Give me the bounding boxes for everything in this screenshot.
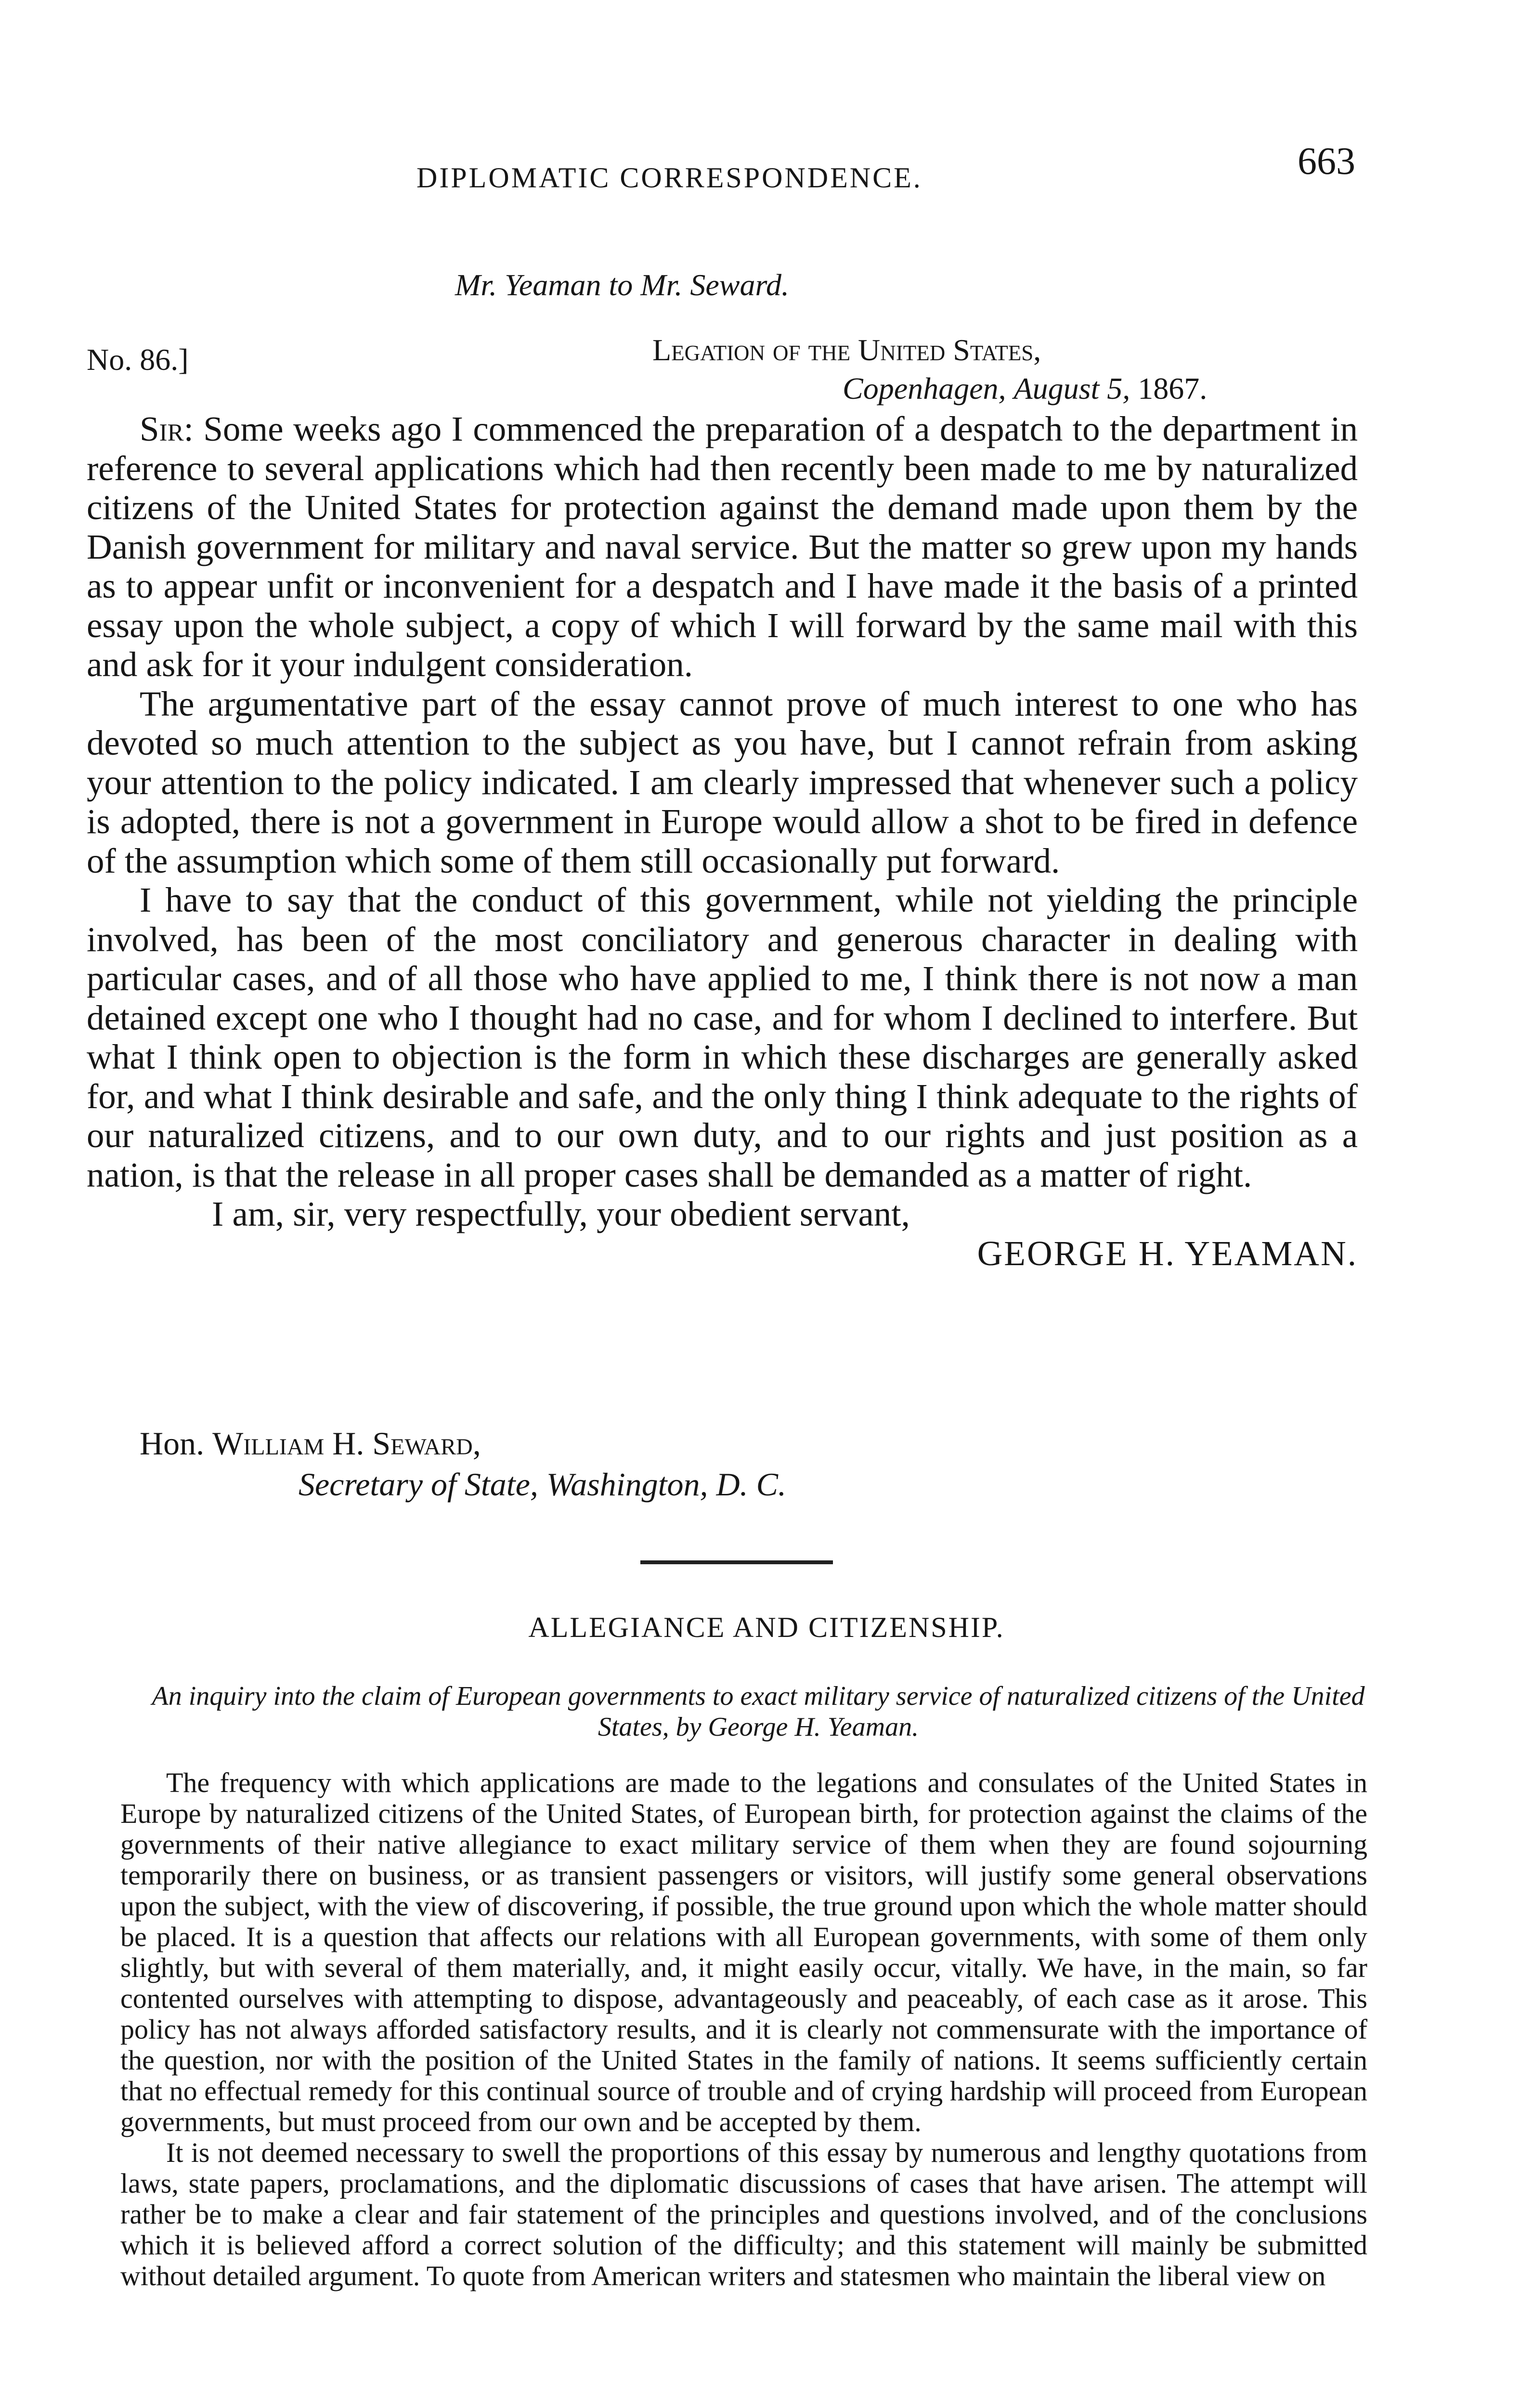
addressee-prefix: Hon. — [140, 1425, 205, 1462]
letter-body — [87, 409, 1358, 1273]
running-header: DIPLOMATIC CORRESPONDENCE. — [416, 162, 922, 194]
place-date-line — [843, 371, 1207, 406]
letter-paragraph: The argumentative part of the essay cannot prove of much interest to one who has devoted so much attention to the subject as you have, but I cannot refrain from asking your attention to the policy indicated. I am clearly impressed that whenever such a policy is adopted, there is not a government in Europe would allow a shot to be fired in defence of the assumption which some of them still occasionally put forward. — [87, 684, 1358, 880]
legation-line: Legation of the United States, — [652, 333, 1041, 367]
letter-salutation: Mr. Yeaman to Mr. Seward. — [455, 268, 789, 302]
essay-paragraph: It is not deemed necessary to swell the proportions of this essay by numerous and lengthy quotations from laws, state papers, proclamations, and the diplomatic discussions of cases that have arisen. The attempt will rather be to make a clear and fair statement of the principles and questions involved, and of the conclusions which it is believed afford a correct solution of the difficulty; and this statement will mainly be submitted without detailed argument. To quote from American writers and statesmen who maintain the liberal view on — [120, 2137, 1367, 2291]
letter-paragraph-text: Some weeks ago I commenced the preparation of a despatch to the department in reference to several applications which had then recently been made to me by naturalized citizens of the United States for protection against the demand made upon them by the Danish government for military and naval service. But the matter so grew upon my hands as to appear unfit or inconvenient for a despatch and I have made it the basis of a printed essay upon the whole subject, a copy of which I will forward by the same mail with this and ask for it your indulgent consideration. — [87, 409, 1358, 684]
letter-date: August 5, — [1013, 371, 1130, 406]
essay-paragraph: The frequency with which applications are made to the legations and consulates of the United States in Europe by naturalized citizens of the United States, of European birth, for protection against the claims of the governments of their native allegiance to exact military service of them when they are found sojourning temporarily there on business, or as transient passengers or visitors, will justify some general observations upon the subject, with the view of discovering, if possible, the true ground upon which the whole matter should be placed. It is a question that affects our relations with all European governments, with some of them only slightly, but with several of them materially, and, it might easily occur, vitally. We have, in the main, so far contented ourselves with attempting to dispose, advantageously and peaceably, of each case as it arose. This policy has not always afforded satisfactory results, and it is clearly not commensurate with the importance of the question, nor with the position of the United States in the family of nations. It seems sufficiently certain that no effectual remedy for this continual source of trouble and of crying hardship will proceed from European governments, but must proceed from our own and be accepted by them. — [120, 1767, 1367, 2137]
addressee-location: Washington, D. C. — [546, 1466, 787, 1503]
letter-paragraph — [87, 409, 1358, 684]
page-number: 663 — [1298, 140, 1355, 183]
essay-body — [120, 1767, 1367, 2291]
despatch-number: No. 86.] — [87, 342, 189, 377]
essay-title: ALLEGIANCE AND CITIZENSHIP. — [528, 1611, 1005, 1643]
place-name: Copenhagen, — [843, 371, 1006, 406]
essay-subtitle: An inquiry into the claim of European governments to exact military service of naturalized citizens of the United States, by George H. Yeaman. — [152, 1681, 1365, 1742]
addressee-name: William H. Seward, — [212, 1425, 481, 1462]
letter-paragraph: I have to say that the conduct of this government, while not yielding the principle involved, has been of the most conciliatory and generous character in dealing with particular cases, and of all those who have applied to me, I think there is not now a man detained except one who I thought had no case, and for whom I declined to interfere. But what I think open to objection is the form in which these discharges are generally asked for, and what I think desirable and safe, and the only thing I think adequate to the rights of our naturalized citizens, and to our own duty, and to our rights and just position as a nation, is that the release in all proper cases shall be demanded as a matter of right. — [87, 880, 1358, 1194]
section-divider — [640, 1560, 833, 1564]
addressee-title-line — [140, 1464, 786, 1505]
addressee-name-line — [140, 1423, 786, 1464]
addressee-title: Secretary of State, — [299, 1466, 538, 1503]
letter-year: 1867. — [1138, 371, 1208, 406]
addressee-block — [140, 1423, 786, 1505]
closing-line: I am, sir, very respectfully, your obedient servant, — [212, 1194, 910, 1233]
opening-word: Sir: — [140, 409, 194, 448]
signature: GEORGE H. YEAMAN. — [977, 1233, 1358, 1273]
